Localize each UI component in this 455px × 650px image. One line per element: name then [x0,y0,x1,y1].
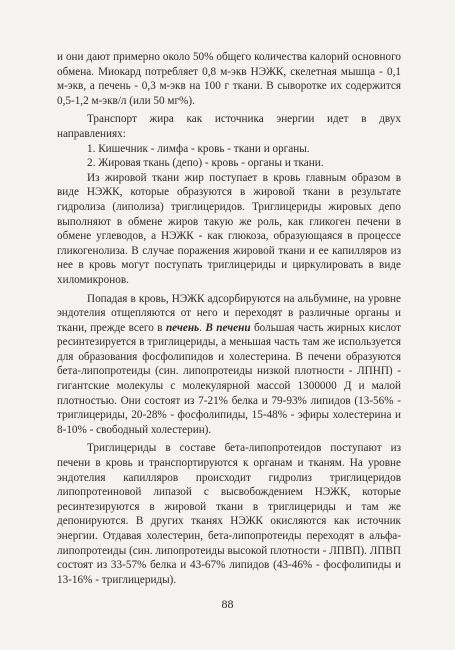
paragraph-1: и они дают примерно около 50% общего количества калорий основного обмена. Миокард потребляет 0,8 м-экв НЭЖК, скелетная мышца - 0,1 м-экв, а печень - 0,3 м-экв на 100 г ткани. В сыворотке их содержится 0,5-1,2 м-экв/л (или 50 мг%). [57,51,401,107]
paragraph-2: Транспорт жира как источника энергии идет в двух направлениях: [57,113,401,140]
paragraph-4-end: большая часть жирных кислот ресинтезируется в триглицериды, а меньшая часть там же используется для образования фосфолипидов и холестерина. В печени образуются бета-липопротеиды (син. липопротеиды низкой плотности - ЛПНП) - гигантские молекулы с молекулярной массой 1300000 Д и малой плотностью. Они состоят из 7-21% белка и 79-93% липидов (13-56% - триглицериды, 20-28% - фосфолипиды, 15-48% - эфиры холестерина и 8-10% - свободный холестерин). [57,321,402,436]
paragraph-4-separator: . [199,321,206,334]
paragraph-3: Из жировой ткани жир поступает в кровь главным образом в виде НЭЖК, которые образуются в жировой ткани в результате гидролиза (липолиза) триглицеридов. Триглицериды жировых депо выполняют в обмене жиров такую же роль, как гликоген печени в обмене углеводов, а НЭЖК - как глюкоза, образующаяся в процессе гликогенолиза. В случае поражения жировой ткани и ее капилляров из нее в кровь могут поступать триглицериды и циркулировать в виде хиломикронов. [57,171,401,286]
paragraph-4 [57,292,401,438]
list-item-1: 1. Кишечник - лимфа - кровь - ткани и органы. [87,142,310,155]
emphasis-liver: печень [165,321,200,334]
emphasis-in-liver: В печени [205,321,251,334]
list-item-2: 2. Жировая ткань (депо) - кровь - органы и ткани. [87,157,324,170]
page-number: 88 [221,597,234,611]
paragraph-4-start: Попадая в кровь, НЭЖК адсорбируются на альбумине, на уровне эндотелия отщепляются от него и переходят в различные органы и ткани, прежде всего в [57,292,401,334]
paragraph-5: Триглицериды в составе бета-липопротеидов поступают из печени в кровь и транспортируются к органам и тканям. На уровне эндотелия капилляров происходит гидролиз триглицеридов липопротеиновой липазой с высвобождением НЭЖК, которые ресинтезируются в жировой ткани в триглицериды и там же депонируются. В других тканях НЭЖК окисляются как источник энергии. Отдавая холестерин, бета-липопротеиды переходят в альфа-липопротеиды (син. липопротеиды высокой плотности - ЛПВП). ЛПВП состоят из 33-57% белка и 43-67% липидов (43-46% - фосфолипиды и 13-16% - триглицериды). [57,442,401,586]
body-text [57,50,401,587]
